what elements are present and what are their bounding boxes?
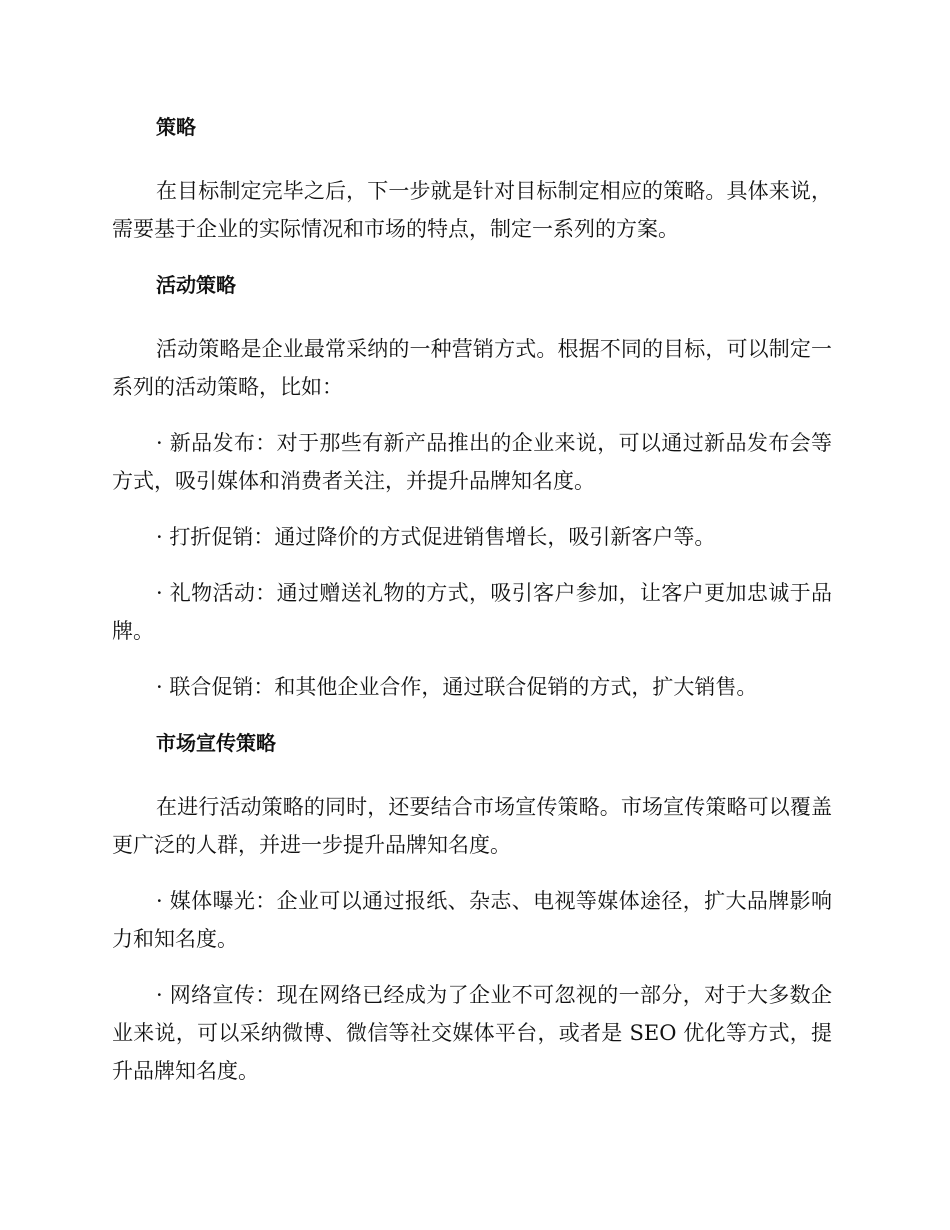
section-heading-activity-strategy: 活动策略 [156,273,236,297]
section-heading-strategy: 策略 [156,115,196,139]
paragraph-strategy-intro: 在目标制定完毕之后，下一步就是针对目标制定相应的策略。具体来说，需要基于企业的实际情况和市场的特点，制定一系列的方案。 [112,179,832,241]
document-page [112,108,832,1108]
list-item-online-publicity: · 网络宣传：现在网络已经成为了企业不可忽视的一部分，对于大多数企业来说，可以采纳微博、微信等社交媒体平台，或者是 SEO 优化等方式，提升品牌知名度。 [112,983,832,1083]
list-item-media-exposure: · 媒体曝光：企业可以通过报纸、杂志、电视等媒体途径，扩大品牌影响力和知名度。 [112,889,832,951]
list-item-new-product-launch: · 新品发布：对于那些有新产品推出的企业来说，可以通过新品发布会等方式，吸引媒体和消费者关注，并提升品牌知名度。 [112,431,832,493]
list-item-discount-promotion: · 打折促销：通过降价的方式促进销售增长，吸引新客户等。 [156,525,716,549]
paragraph-activity-intro: 活动策略是企业最常采纳的一种营销方式。根据不同的目标，可以制定一系列的活动策略，比如： [112,337,832,399]
list-item-joint-promotion: · 联合促销：和其他企业合作，通过联合促销的方式，扩大销售。 [156,675,758,699]
paragraph-market-publicity-intro: 在进行活动策略的同时，还要结合市场宣传策略。市场宣传策略可以覆盖更广泛的人群，并进一步提升品牌知名度。 [112,795,832,857]
list-item-gift-activity: · 礼物活动：通过赠送礼物的方式，吸引客户参加，让客户更加忠诚于品牌。 [112,581,832,643]
section-heading-market-publicity-strategy: 市场宣传策略 [156,731,276,755]
